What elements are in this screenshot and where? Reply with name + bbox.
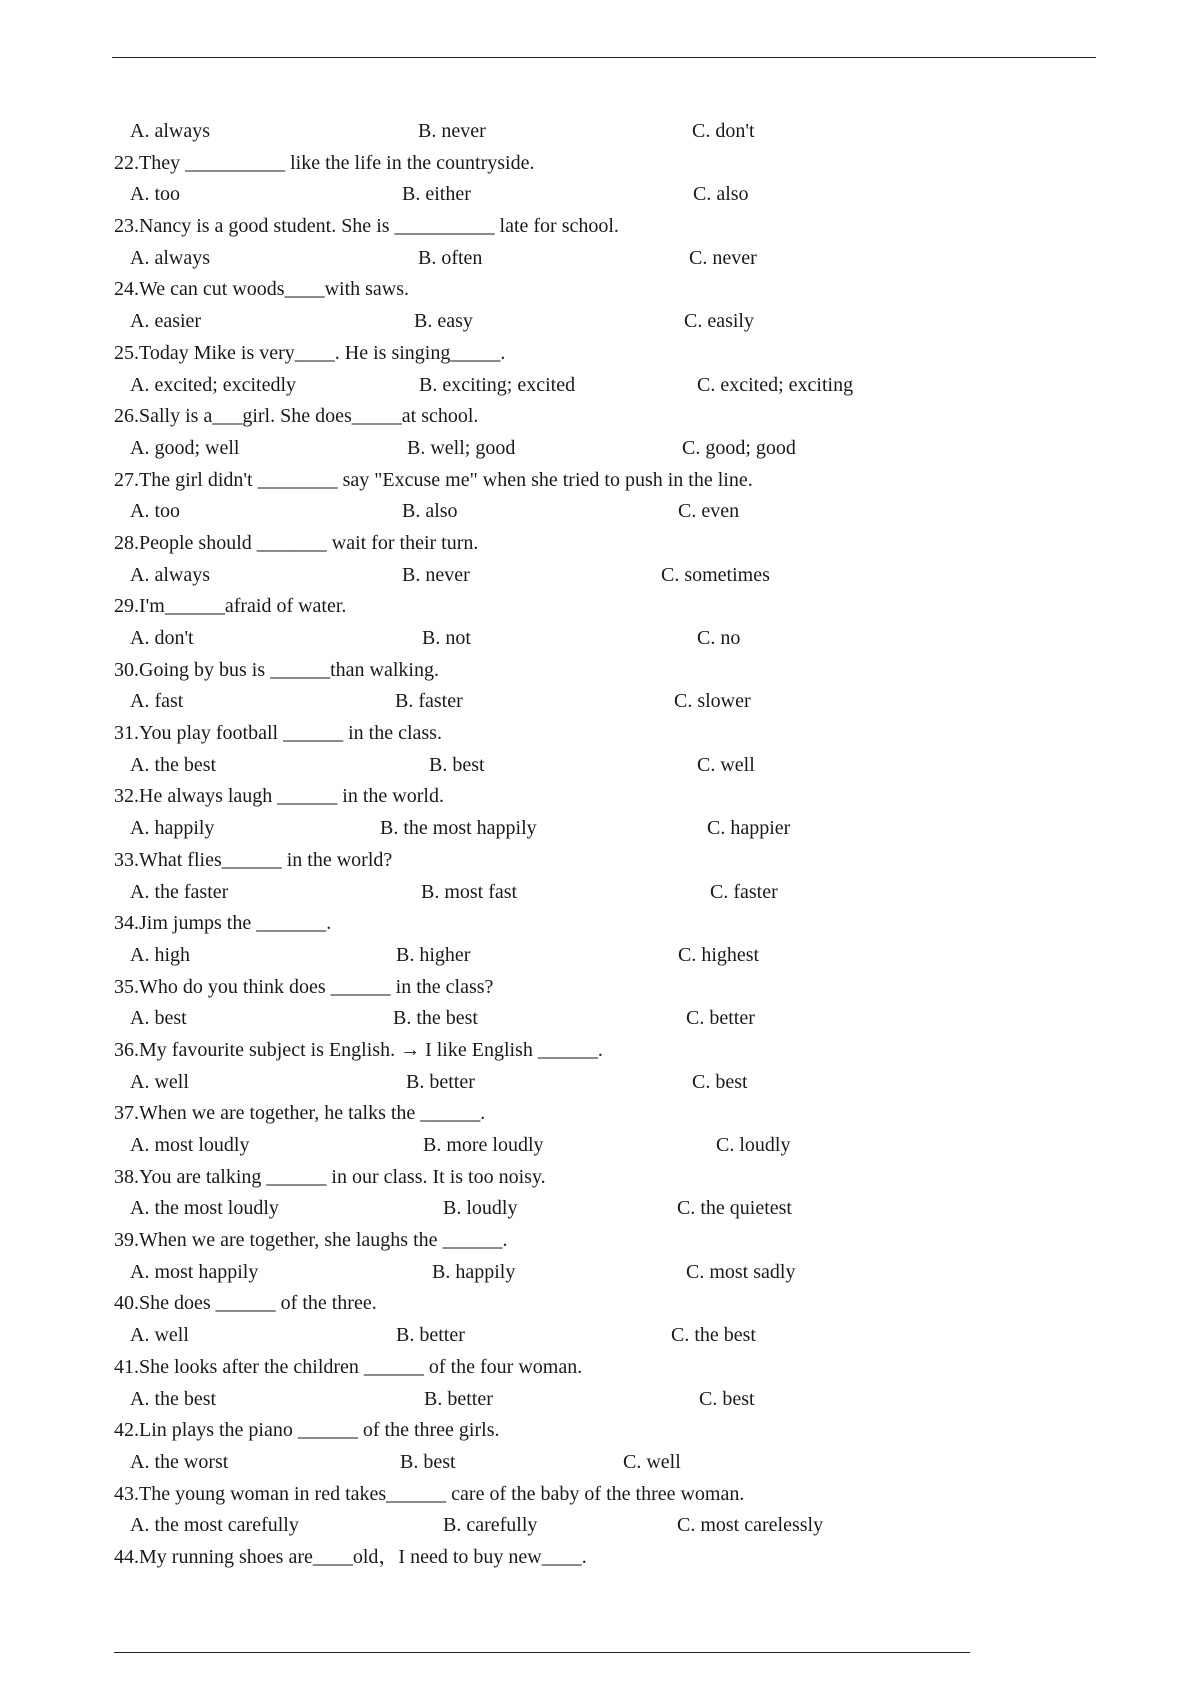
option-a: A. high [130,943,190,966]
option-row [0,1130,1200,1162]
option-b: B. never [402,563,470,586]
question-stem: 35.Who do you think does ______ in the class? [114,975,494,998]
option-row [0,1447,1200,1479]
option-row [0,813,1200,845]
option-c: C. even [678,500,740,523]
option-a: A. best [130,1007,187,1030]
option-a: A. most loudly [130,1134,250,1156]
option-a: A. the worst [130,1450,229,1473]
option-a: A. good; well [130,436,240,459]
question-stem: 26.Sally is a___girl. She does_____at school. [114,405,479,428]
option-b: B. exciting; excited [419,373,576,396]
question-stem: 24.We can cut woods____with saws. [114,278,410,301]
option-b: B. also [402,500,458,523]
option-row [0,1384,1200,1416]
option-row [0,1193,1200,1225]
option-row [0,243,1200,275]
option-b: B. carefully [443,1514,538,1537]
question-stem: 38.You are talking ______ in our class. It is too noisy. [114,1165,546,1188]
option-c: C. easily [684,310,754,333]
option-row [0,750,1200,782]
option-b: B. higher [396,943,471,966]
option-c: C. don't [692,120,755,142]
option-a: A. too [130,183,180,206]
option-row [0,306,1200,338]
option-b: B. most fast [421,880,518,903]
option-a: A. excited; excitedly [130,373,297,396]
question-stem: 42.Lin plays the piano ______ of the three girls. [114,1419,500,1442]
question-stem: 33.What flies______ in the world? [114,848,393,871]
option-c: C. well [697,753,755,776]
question-stem: 28.People should _______ wait for their turn. [114,531,479,554]
option-c: C. no [697,627,741,649]
option-b: B. the best [393,1007,478,1030]
option-row [0,1257,1200,1289]
option-b: B. better [396,1324,465,1347]
question-stem: 41.She looks after the children ______ of the four woman. [114,1355,583,1378]
question-stem: 22.They __________ like the life in the countryside. [114,151,535,174]
option-row [0,496,1200,528]
option-b: B. easy [414,310,473,333]
question-stem: 39.When we are together, she laughs the ______. [114,1229,508,1252]
option-a: A. well [130,1070,189,1093]
question-stem: 25.Today Mike is very____. He is singing_____. [114,341,506,364]
option-c: C. faster [710,880,778,903]
option-a: A. the faster [130,880,229,903]
option-row [0,1320,1200,1352]
option-a: A. always [130,246,210,269]
option-b: B. better [424,1387,493,1410]
question-stem: 27.The girl didn't ________ say "Excuse me" when she tried to push in the line. [114,468,753,491]
option-c: C. best [699,1387,755,1410]
option-c: C. better [686,1007,755,1030]
option-c: C. the best [671,1324,756,1347]
option-a: A. most happily [130,1260,259,1283]
option-a: A. always [130,563,210,586]
question-stem: 40.She does ______ of the three. [114,1292,377,1315]
option-row [0,433,1200,465]
option-b: B. best [429,753,485,776]
option-a: A. easier [130,310,202,333]
option-c: C. most carelessly [677,1514,824,1537]
question-stem: 32.He always laugh ______ in the world. [114,785,444,808]
option-row [0,877,1200,909]
option-c: C. slower [674,690,751,713]
option-b: B. often [418,246,483,269]
option-b: B. better [406,1070,475,1093]
question-stem: 34.Jim jumps the _______. [114,912,332,935]
question-stem: 23.Nancy is a good student. She is __________ late for school. [114,215,619,238]
option-a: A. the best [130,1387,217,1410]
header-rule [112,57,1096,58]
option-a: A. fast [130,690,184,713]
option-c: C. good; good [682,436,796,459]
option-row [0,623,1200,655]
question-stem: 43.The young woman in red takes______ care of the baby of the three woman. [114,1482,745,1505]
option-b: B. faster [395,690,463,713]
question-stem: 44.My running shoes are____old，I need to buy new____. [114,1545,587,1568]
question-stem: 37.When we are together, he talks the ______. [114,1102,486,1125]
option-b: B. best [400,1450,456,1473]
question-stem: 30.Going by bus is ______than walking. [114,658,439,681]
option-c: C. the quietest [677,1197,792,1220]
option-c: C. never [689,246,757,269]
option-row [0,1003,1200,1035]
option-c: C. also [693,183,749,206]
option-a: A. happily [130,817,215,840]
option-a: A. always [130,120,210,142]
option-row [0,370,1200,402]
option-a: A. don't [130,627,194,649]
option-c: C. well [623,1450,681,1473]
option-a: A. the best [130,753,217,776]
option-b: B. well; good [407,436,516,459]
option-b: B. happily [432,1260,516,1283]
option-c: C. loudly [716,1134,791,1156]
option-row [0,560,1200,592]
question-stem: 31.You play football ______ in the class. [114,722,442,745]
option-c: C. highest [678,943,760,966]
question-list [0,116,1200,1574]
option-b: B. not [422,627,471,649]
option-row [0,940,1200,972]
option-b: B. never [418,120,486,142]
option-c: C. best [692,1070,748,1093]
option-c: C. happier [707,817,791,840]
option-row [0,1510,1200,1542]
footer-rule [114,1652,970,1653]
option-b: B. more loudly [423,1134,544,1156]
option-b: B. either [402,183,471,206]
option-row [0,1067,1200,1099]
option-c: C. excited; exciting [697,373,854,396]
option-row [0,179,1200,211]
option-row [0,116,1200,148]
option-b: B. the most happily [380,817,537,840]
question-stem: 36.My favourite subject is English. → I like English ______. [114,1038,603,1061]
option-b: B. loudly [443,1197,518,1220]
option-row [0,686,1200,718]
option-c: C. sometimes [661,563,770,586]
option-a: A. well [130,1324,189,1347]
option-a: A. too [130,500,180,523]
option-a: A. the most loudly [130,1197,279,1220]
option-c: C. most sadly [686,1260,796,1283]
option-a: A. the most carefully [130,1514,299,1537]
question-stem: 29.I'm______afraid of water. [114,595,347,618]
